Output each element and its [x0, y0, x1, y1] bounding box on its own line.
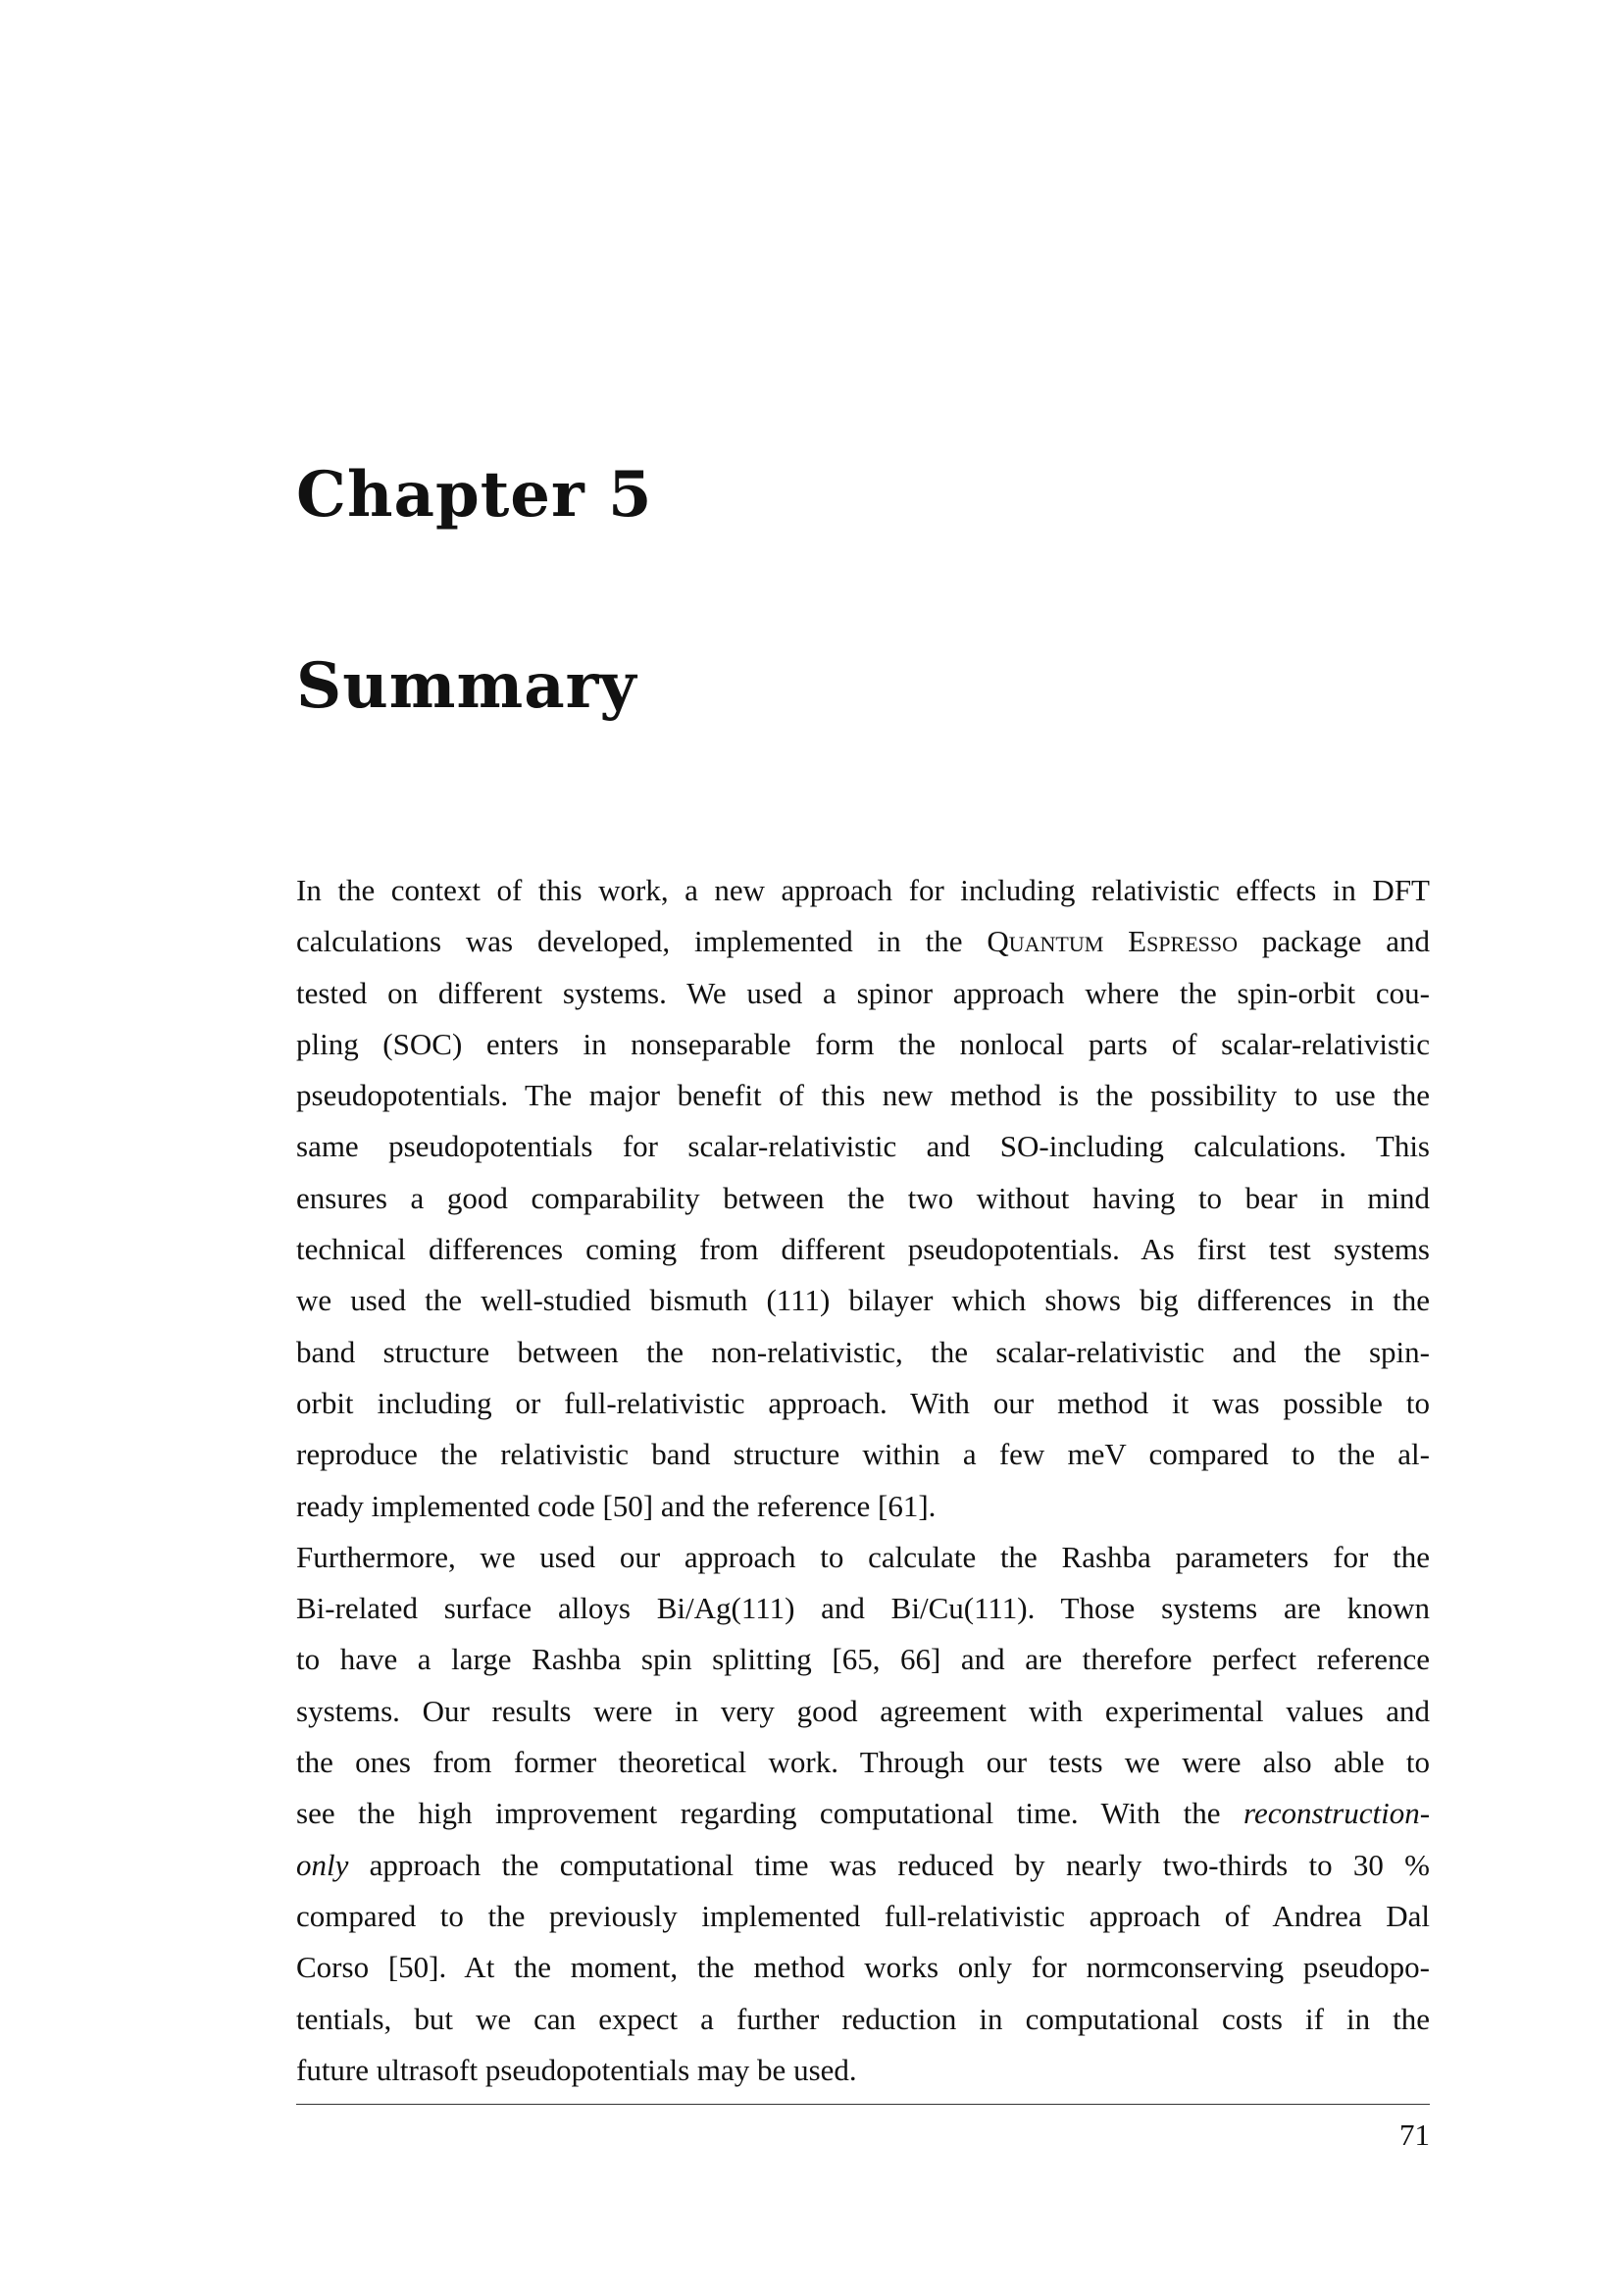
text-line: Furthermore, we used our approach to calculate the Rashba parameters for the: [296, 1539, 1430, 1574]
text-line: to have a large Rashba spin splitting [65, 66] and are therefore perfect reference: [296, 1642, 1430, 1677]
text-line: Corso [50]. At the moment, the method works only for normconserving pseudopo-: [296, 1950, 1430, 1985]
text-line: In the context of this work, a new approach for including relativistic effects in DFT: [296, 873, 1430, 907]
text-line: [296, 1840, 1430, 1891]
text-line: tentials, but we can expect a further reduction in computational costs if in the: [296, 2001, 1430, 2036]
emphasized-term: reconstruction-: [1243, 1796, 1431, 1831]
text-fragment: package and: [1261, 924, 1431, 959]
text-line: we used the well-studied bismuth (111) bilayer which shows big differences in the: [296, 1283, 1430, 1318]
text-line: pseudopotentials. The major benefit of this new method is the possibility to use the: [296, 1078, 1430, 1113]
emphasized-term: only: [296, 1847, 349, 1882]
chapter-number: Chapter 5: [296, 458, 653, 532]
text-line: the ones from former theoretical work. Through our tests we were also able to: [296, 1745, 1430, 1780]
footer-divider: [296, 2104, 1430, 2105]
text-line: Bi-related surface alloys Bi/Ag(111) and Bi/Cu(111). Those systems are known: [296, 1591, 1430, 1626]
text-line: compared to the previously implemented full-relativistic approach of Andrea Dal: [296, 1898, 1430, 1933]
chapter-title: Summary: [296, 649, 637, 723]
text-line: orbit including or full-relativistic approach. With our method it was possible to: [296, 1385, 1430, 1420]
text-line: ready implemented code [50] and the reference [61].: [296, 1488, 937, 1523]
text-line: [296, 916, 1430, 967]
text-line: [296, 1788, 1430, 1839]
text-fragment: calculations was developed, implemented in the: [296, 924, 963, 959]
text-line: tested on different systems. We used a spinor approach where the spin-orbit cou-: [296, 975, 1430, 1010]
text-line: technical differences coming from different pseudopotentials. As first test systems: [296, 1232, 1430, 1267]
text-line: future ultrasoft pseudopotentials may be used.: [296, 2052, 857, 2087]
text-line: reproduce the relativistic band structure within a few meV compared to the al-: [296, 1437, 1430, 1472]
text-line: ensures a good comparability between the two without having to bear in mind: [296, 1180, 1430, 1215]
text-line: band structure between the non-relativistic, the scalar-relativistic and the spin-: [296, 1334, 1430, 1369]
software-name: Quantum Espresso: [987, 924, 1239, 959]
text-line: systems. Our results were in very good agreement with experimental values and: [296, 1693, 1430, 1728]
text-fragment: see the high improvement regarding computational time. With the: [296, 1796, 1221, 1831]
summary-paragraphs: [296, 865, 1430, 2096]
text-line: same pseudopotentials for scalar-relativistic and SO-including calculations. This: [296, 1129, 1430, 1164]
text-line: pling (SOC) enters in nonseparable form the nonlocal parts of scalar-relativistic: [296, 1026, 1430, 1061]
page-number: 71: [1399, 2117, 1430, 2152]
text-fragment: approach the computational time was reduced by nearly two-thirds to 30 %: [369, 1847, 1430, 1882]
